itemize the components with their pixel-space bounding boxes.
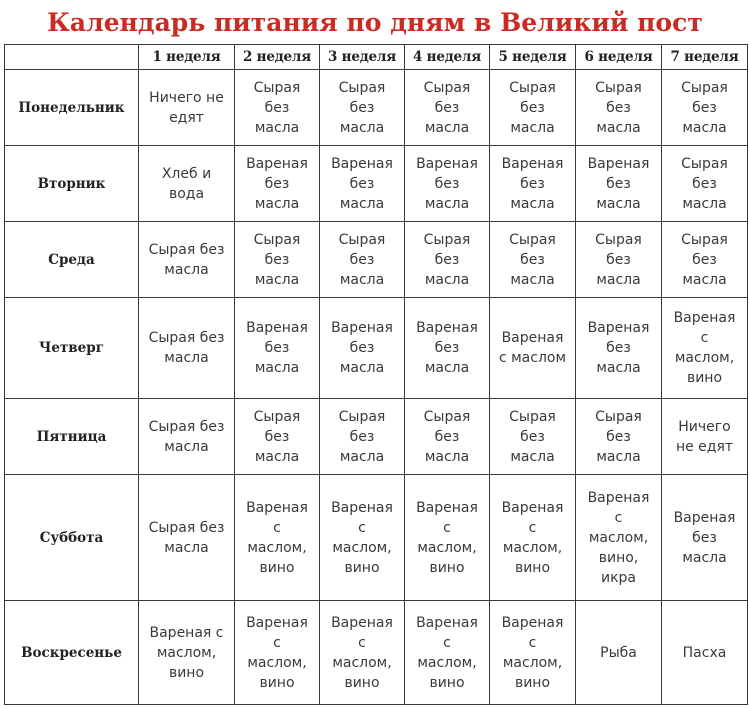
meal-cell (235, 70, 320, 146)
meal-text: Сырая без масла (681, 155, 728, 212)
day-row (5, 146, 748, 222)
meal-text: Вареная без масла (416, 155, 478, 212)
meal-text: Вареная с маслом, вино (149, 624, 224, 681)
meal-cell (662, 70, 748, 146)
meal-cell (235, 601, 320, 705)
meal-text: Сырая без масла (423, 79, 471, 136)
day-name: Вторник (5, 146, 139, 222)
meal-text: Сырая без масла (595, 79, 642, 136)
meal-cell (662, 298, 748, 399)
meal-text: Сырая без масла (423, 231, 471, 288)
meal-text: Сырая без масла (681, 79, 728, 136)
week-header: 2 неделя (235, 45, 320, 70)
meal-cell (662, 601, 748, 705)
week-header: 7 неделя (662, 45, 748, 70)
meal-text: Вареная без масла (587, 320, 650, 376)
meal-text: Сырая без масла (148, 519, 225, 556)
meal-text: Хлеб и вода (161, 165, 212, 202)
meal-cell (235, 298, 320, 399)
day-row (5, 298, 748, 399)
meal-text: Вареная с маслом, вино (501, 499, 564, 576)
meal-text: Вареная без масла (246, 320, 308, 376)
header-row (5, 45, 748, 70)
meal-text: Вареная с маслом, вино (416, 499, 478, 576)
meal-cell (235, 222, 320, 298)
meal-cell (662, 222, 748, 298)
meal-cell (490, 475, 576, 601)
meal-text: Сырая без масла (338, 408, 386, 465)
meal-cell (576, 70, 662, 146)
meal-text: Вареная без масла (501, 155, 564, 212)
day-name: Четверг (5, 298, 139, 399)
week-header: 1 неделя (139, 45, 235, 70)
day-row (5, 70, 748, 146)
meal-text: Сырая без масла (509, 408, 556, 465)
page-title: Календарь питания по дням в Великий пост (47, 8, 703, 37)
meal-text: Сырая без масла (338, 79, 386, 136)
meal-cell (405, 222, 490, 298)
meal-text: Сырая без масла (148, 241, 225, 278)
meal-cell (405, 601, 490, 705)
meal-text: Сырая без масла (253, 79, 301, 136)
meal-cell (235, 146, 320, 222)
meal-text: Сырая без масла (595, 408, 642, 465)
meal-cell (235, 475, 320, 601)
meal-cell (662, 146, 748, 222)
meal-text: Вареная без масла (416, 320, 478, 376)
day-row (5, 475, 748, 601)
meal-text: Сырая без масла (253, 408, 301, 465)
meal-text: Вареная без масла (246, 155, 308, 212)
day-row (5, 222, 748, 298)
meal-cell (490, 70, 576, 146)
meal-cell (576, 222, 662, 298)
meal-text: Сырая без масла (423, 408, 471, 465)
lent-calendar-table (4, 44, 748, 705)
week-header: 4 неделя (405, 45, 490, 70)
meal-cell (576, 298, 662, 399)
meal-text: Пасха (682, 644, 727, 661)
day-name: Среда (5, 222, 139, 298)
meal-cell (576, 475, 662, 601)
day-name: Пятница (5, 399, 139, 475)
meal-cell (405, 70, 490, 146)
day-row (5, 399, 748, 475)
day-name: Суббота (5, 475, 139, 601)
meal-text: Вареная с маслом, вино (331, 614, 393, 691)
meal-cell (139, 601, 235, 705)
meal-text: Вареная с маслом, вино (246, 614, 308, 691)
meal-text: Вареная без масла (331, 320, 393, 376)
meal-cell (490, 146, 576, 222)
meal-cell (139, 146, 235, 222)
day-name: Воскресенье (5, 601, 139, 705)
meal-cell (320, 222, 405, 298)
meal-text: Сырая без масла (253, 231, 301, 288)
meal-text: Сырая без масла (148, 418, 225, 455)
meal-cell (320, 146, 405, 222)
meal-text: Вареная с маслом, вино (331, 499, 393, 576)
meal-cell (490, 601, 576, 705)
meal-cell (576, 601, 662, 705)
meal-text: Сырая без масла (148, 330, 225, 366)
meal-text: Сырая без масла (595, 231, 642, 288)
meal-text: Ничего не едят (675, 418, 734, 455)
meal-text: Вареная с маслом, вино, икра (587, 489, 650, 586)
meal-text: Вареная с маслом, вино (246, 499, 308, 576)
meal-cell (405, 146, 490, 222)
meal-cell (576, 399, 662, 475)
meal-text: Сырая без масла (681, 231, 728, 288)
meal-cell (139, 399, 235, 475)
meal-cell (320, 475, 405, 601)
meal-cell (490, 298, 576, 399)
meal-text: Рыба (600, 644, 637, 661)
meal-cell (139, 475, 235, 601)
meal-cell (139, 298, 235, 399)
meal-text: Ничего не едят (149, 89, 224, 126)
meal-cell (320, 70, 405, 146)
day-name: Понедельник (5, 70, 139, 146)
corner-cell (5, 45, 139, 70)
meal-text: Вареная с маслом, вино (673, 310, 736, 386)
meal-cell (320, 601, 405, 705)
day-row (5, 601, 748, 705)
meal-cell (405, 399, 490, 475)
meal-text: Сырая без масла (509, 79, 556, 136)
meal-cell (139, 222, 235, 298)
meal-cell (490, 399, 576, 475)
meal-text: Вареная с маслом, вино (416, 614, 478, 691)
meal-text: Вареная с маслом (498, 330, 567, 366)
meal-cell (235, 399, 320, 475)
meal-text: Вареная без масла (673, 509, 736, 566)
meal-cell (320, 298, 405, 399)
meal-cell (405, 475, 490, 601)
meal-cell (662, 475, 748, 601)
meal-text: Сырая без масла (338, 231, 386, 288)
week-header: 3 неделя (320, 45, 405, 70)
meal-cell (490, 222, 576, 298)
meal-cell (662, 399, 748, 475)
meal-text: Вареная с маслом, вино (501, 614, 564, 691)
meal-text: Сырая без масла (509, 231, 556, 288)
meal-cell (576, 146, 662, 222)
meal-text: Вареная без масла (331, 155, 393, 212)
meal-cell (320, 399, 405, 475)
meal-cell (405, 298, 490, 399)
week-header: 5 неделя (490, 45, 576, 70)
meal-text: Вареная без масла (587, 155, 650, 212)
meal-cell (139, 70, 235, 146)
week-header: 6 неделя (576, 45, 662, 70)
